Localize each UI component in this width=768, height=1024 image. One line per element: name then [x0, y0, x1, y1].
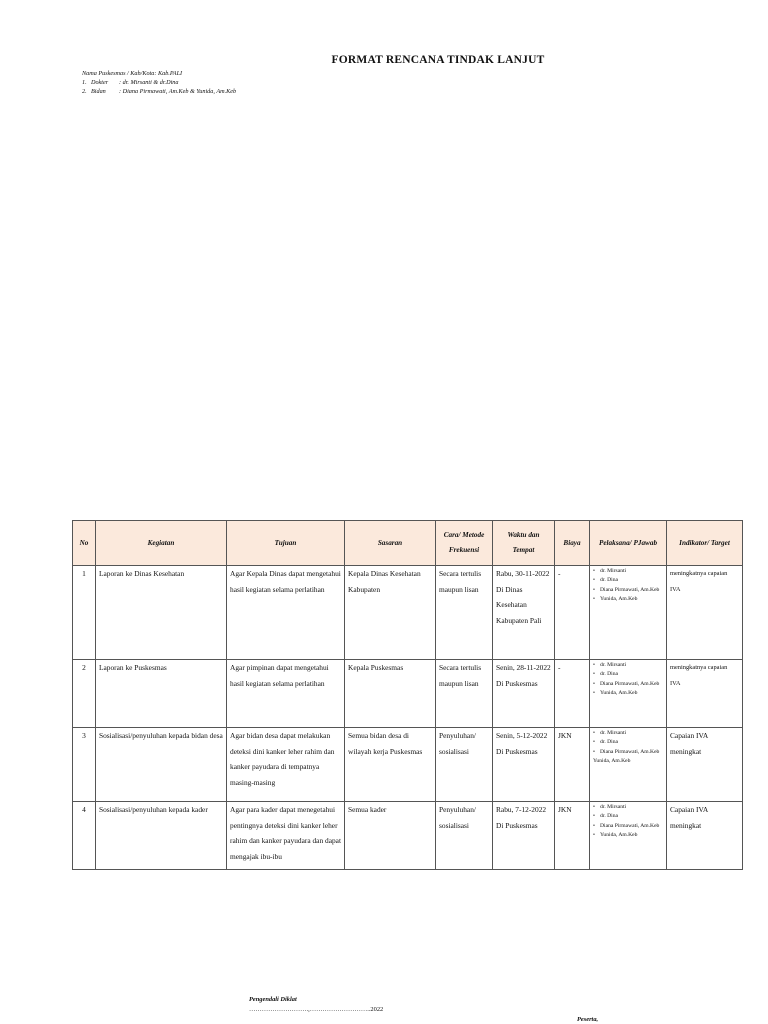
bidan-label: Bidan: [91, 88, 106, 95]
pelaksana-item: • dr. Mirsanti: [600, 729, 663, 738]
cell-waktu: [493, 660, 555, 728]
cell-no: 1: [73, 566, 96, 660]
waktu-place: Di Puskesmas: [496, 820, 538, 830]
header-no: No: [73, 521, 96, 566]
pelaksana-item: • dr. Mirsanti: [600, 567, 663, 576]
pelaksana-item: • Diana Pirmawati, Am.Keb: [600, 680, 663, 689]
bidan-value: : Diana Pirmawati, Am.Keb & Yunida, Am.Keb: [119, 88, 237, 95]
bidan-number: 2.: [82, 88, 87, 95]
header-indikator: Indikator/ Target: [667, 521, 743, 566]
table-row: [73, 566, 743, 660]
cell-metode: Penyuluhan/ sosialisasi: [436, 802, 493, 870]
waktu-date: Rabu, 7-12-2022: [496, 805, 547, 814]
tujuan-text: Agar para kader dapat menegetahui pentingnya deteksi dini kanker leher rahim dan kanker payudara dan dapat mengajak ibu-ibu: [230, 805, 342, 861]
cell-biaya: JKN: [555, 802, 590, 870]
cell-sasaran: Kepala Dinas Kesehatan Kabupaten: [345, 566, 436, 660]
cell-no: 4: [73, 802, 96, 870]
pelaksana-item: • dr. Mirsanti: [600, 661, 663, 670]
cell-metode: Penyuluhan/ sosialisasi: [436, 728, 493, 802]
cell-tujuan: Agar Kepala Dinas dapat mengetahui hasil kegiatan selama perlatihan: [227, 566, 345, 660]
waktu-date: Senin, 28-11-2022: [496, 663, 551, 672]
table-row: [73, 802, 743, 870]
cell-sasaran: Kepala Puskesmas: [345, 660, 436, 728]
cell-tujuan: [227, 802, 345, 870]
header-sasaran: Sasaran: [345, 521, 436, 566]
puskesmas-line: Nama Puskesmas / Kab/Kota: Kab.PALI: [82, 70, 183, 77]
waktu-date: Rabu, 30-11-2022: [496, 569, 550, 578]
pelaksana-item: • Diana Pirmawati, Am.Keb: [600, 586, 663, 595]
header-waktu: Waktu dan Tempat: [493, 521, 555, 566]
dokter-line: [82, 78, 236, 87]
cell-sasaran: Semua kader: [345, 802, 436, 870]
cell-metode: Secara tertulis maupun lisan: [436, 566, 493, 660]
cell-waktu: [493, 566, 555, 660]
pelaksana-item: Yunida, Am.Keb: [593, 757, 631, 764]
waktu-place: Di Dinas Kesehatan Kabupaten Pali: [496, 584, 542, 625]
pelaksana-item: • dr. Dina: [600, 812, 663, 821]
header-meta: [82, 69, 236, 96]
cell-kegiatan: Laporan ke Puskesmas: [96, 660, 227, 728]
table-row: [73, 728, 743, 802]
cell-tujuan: Agar pimpinan dapat mengetahui hasil kegiatan selama perlatihan: [227, 660, 345, 728]
header-metode: Cara/ Metode Frekuensi: [436, 521, 493, 566]
cell-kegiatan: Laporan ke Dinas Kesehatan: [96, 566, 227, 660]
header-tujuan: Tujuan: [227, 521, 345, 566]
cell-biaya: -: [555, 566, 590, 660]
cell-pelaksana: [590, 802, 667, 870]
pelaksana-item: • Diana Pirmawati, Am.Keb: [600, 748, 663, 757]
pengendali-label: Pengendali Diklat: [249, 996, 297, 1003]
table-row: [73, 660, 743, 728]
cell-no: 3: [73, 728, 96, 802]
pelaksana-item: • Yunida, Am.Keb: [600, 831, 663, 840]
pelaksana-item: • dr. Dina: [600, 576, 663, 585]
document-title: FORMAT RENCANA TINDAK LANJUT: [331, 54, 545, 66]
header-kegiatan: Kegiatan: [96, 521, 227, 566]
bidan-line: [82, 87, 236, 96]
waktu-place: Di Puskesmas: [496, 746, 538, 756]
cell-indikator: meningkatnya capaian IVA: [667, 566, 743, 660]
table-header-row: [73, 521, 743, 566]
cell-no: 2: [73, 660, 96, 728]
rencana-table: [72, 520, 743, 870]
cell-kegiatan: Sosialisasi/penyuluhan kepada bidan desa: [96, 728, 227, 802]
pelaksana-item: • dr. Dina: [600, 670, 663, 679]
dokter-number: 1.: [82, 79, 87, 86]
cell-indikator: Capaian IVA meningkat: [667, 728, 743, 802]
cell-pelaksana: [590, 566, 667, 660]
cell-biaya: JKN: [555, 728, 590, 802]
pelaksana-item: • Diana Pirmawati, Am.Keb: [600, 822, 663, 831]
peserta-label: Peserta,: [577, 1016, 599, 1023]
date-line: ……………………….,………………………..2022: [249, 1006, 384, 1013]
pelaksana-item: • Yunida, Am.Keb: [600, 595, 663, 604]
dokter-label: Dokter: [91, 79, 109, 86]
cell-pelaksana: [590, 660, 667, 728]
header-pelaksana: Pelaksana/ PJawab: [590, 521, 667, 566]
waktu-date: Senin, 5-12-2022: [496, 731, 548, 740]
dokter-value: : dr. Mirsanti & dr.Dina: [119, 79, 179, 86]
header-biaya: Biaya: [555, 521, 590, 566]
pelaksana-item: • dr. Mirsanti: [600, 803, 663, 812]
cell-indikator: Capaian IVA meningkat: [667, 802, 743, 870]
cell-pelaksana: [590, 728, 667, 802]
pelaksana-item: • Yunida, Am.Keb: [600, 689, 663, 698]
cell-indikator: meningkatnya capaian IVA: [667, 660, 743, 728]
waktu-place: Di Puskesmas: [496, 678, 538, 688]
cell-kegiatan: Sosialisasi/penyuluhan kepada kader: [96, 802, 227, 870]
pelaksana-item: • dr. Dina: [600, 738, 663, 747]
cell-waktu: [493, 802, 555, 870]
cell-tujuan: Agar bidan desa dapat melakukan deteksi dini kanker leher rahim dan kanker payudara di tempatnya masing-masing: [227, 728, 345, 802]
cell-waktu: [493, 728, 555, 802]
cell-biaya: -: [555, 660, 590, 728]
cell-sasaran: Semua bidan desa di wilayah kerja Puskesmas: [345, 728, 436, 802]
cell-metode: Secara tertulis maupun lisan: [436, 660, 493, 728]
